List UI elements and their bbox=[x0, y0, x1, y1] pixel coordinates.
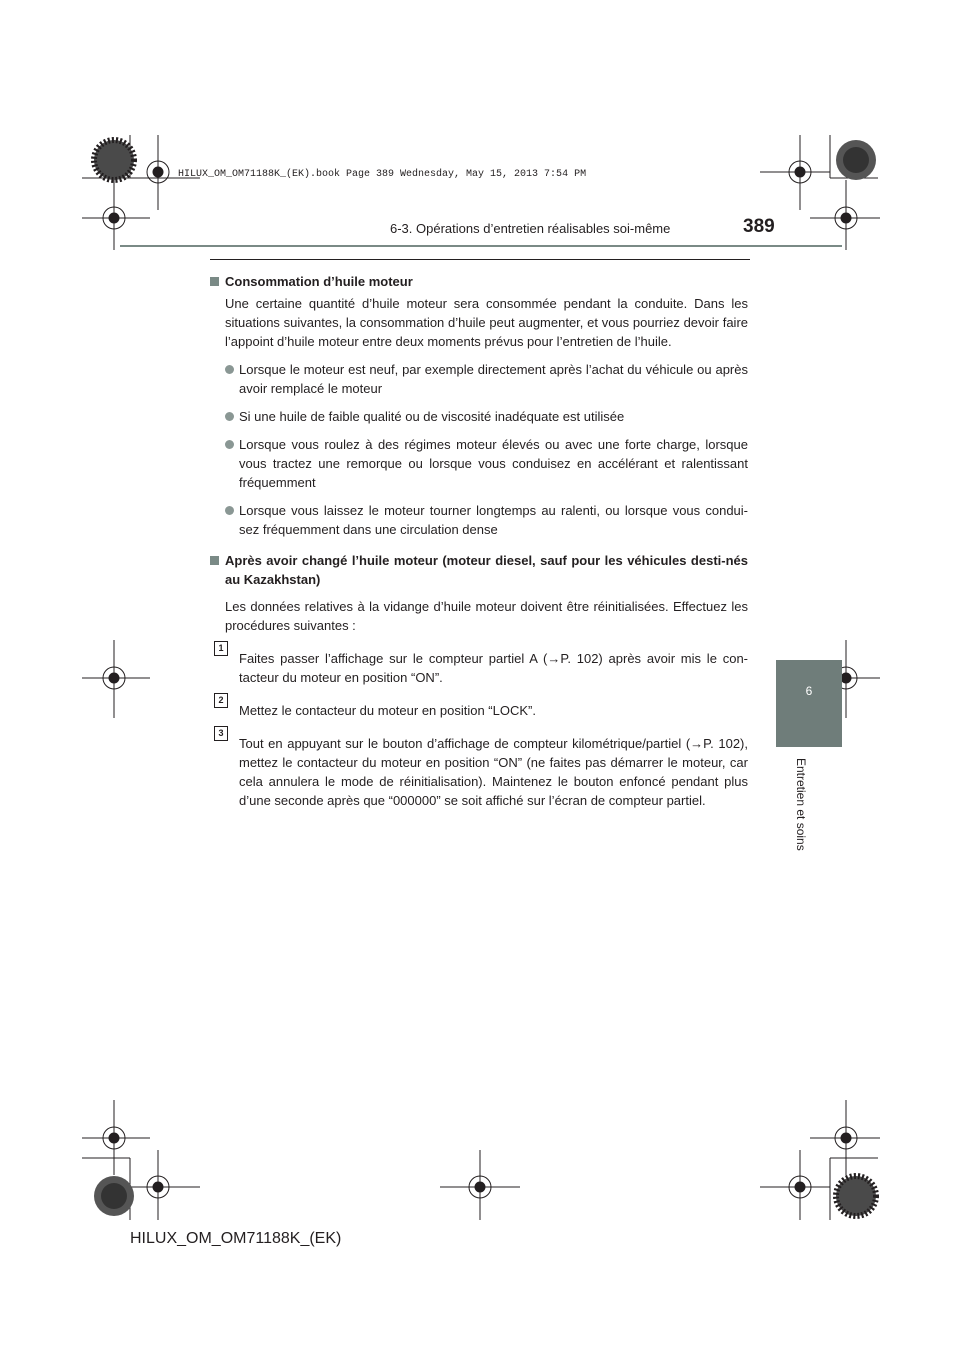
square-bullet-icon bbox=[210, 556, 219, 565]
section-heading bbox=[210, 272, 748, 291]
chapter-number: 6 bbox=[805, 684, 813, 698]
round-bullet-icon bbox=[225, 412, 234, 421]
square-bullet-icon bbox=[210, 277, 219, 286]
step-item bbox=[210, 695, 748, 720]
section-header: 6-3. Opérations d’entretien réalisables soi-même bbox=[390, 221, 671, 236]
list-item-text: Lorsque vous laissez le moteur tourner longtemps au ralenti, ou lorsque vous condui-sez fréquemment dans une circulation dense bbox=[239, 503, 748, 537]
list-item bbox=[210, 360, 748, 398]
chapter-side-tab bbox=[776, 660, 842, 747]
section-intro: Les données relatives à la vidange d’huile moteur doivent être réinitialisées. Effectuez les procédures suivantes : bbox=[225, 599, 748, 633]
step-text: Faites passer l’affichage sur le compteur partiel A (→P. 102) après avoir mis le con-tacteur du moteur en position “ON”. bbox=[239, 651, 748, 685]
section-heading-text: Consommation d’huile moteur bbox=[225, 274, 413, 289]
print-info-line: HILUX_OM_OM71188K_(EK).book Page 389 Wednesday, May 15, 2013 7:54 PM bbox=[178, 169, 587, 180]
round-bullet-icon bbox=[225, 365, 234, 374]
list-item-text: Lorsque vous roulez à des régimes moteur élevés ou avec une forte charge, lorsque vous tractez une remorque ou lorsque vous conduisez en accélérant et ralentissant fréquemment bbox=[239, 437, 748, 490]
list-item-text: Si une huile de faible qualité ou de viscosité inadéquate est utilisée bbox=[239, 409, 625, 424]
step-number: 2 bbox=[214, 693, 228, 708]
list-item bbox=[210, 407, 748, 426]
step-text: Mettez le contacteur du moteur en position “LOCK”. bbox=[239, 703, 536, 718]
step-item bbox=[210, 728, 748, 810]
round-bullet-icon bbox=[225, 440, 234, 449]
page-number: 389 bbox=[743, 216, 775, 237]
step-number: 3 bbox=[214, 726, 228, 741]
main-content bbox=[210, 268, 748, 810]
document-code: HILUX_OM_OM71188K_(EK) bbox=[130, 1230, 342, 1247]
body-rule bbox=[210, 259, 750, 260]
step-text: Tout en appuyant sur le bouton d’affichage de compteur kilométrique/partiel (→P. 102), mettez le contacteur du moteur en position “ON” (ne faites pas démarrer le moteur, car cela annulera le mode de réinitialisation). Maintenez le bouton enfoncé pendant plus d’une seconde après que “000000” se soit affiché sur l’écran de compteur partiel. bbox=[239, 736, 748, 808]
header-rule bbox=[120, 245, 842, 247]
list-item bbox=[210, 435, 748, 492]
section-heading-text: Après avoir changé l’huile moteur (moteur diesel, sauf pour les véhicules desti-nés au Kazakhstan) bbox=[225, 553, 748, 587]
step-item bbox=[210, 643, 748, 687]
round-bullet-icon bbox=[225, 506, 234, 515]
section-intro: Une certaine quantité d’huile moteur sera consommée pendant la conduite. Dans les situations suivantes, la consommation d’huile peut augmenter, et vous pourriez devoir faire l’appoint d’huile moteur entre deux moments prévus pour l’entretien de l’huile. bbox=[225, 296, 748, 349]
step-number: 1 bbox=[214, 641, 228, 656]
chapter-title: Entretien et soins bbox=[794, 758, 808, 851]
list-item-text: Lorsque le moteur est neuf, par exemple directement après l’achat du véhicule ou après avoir remplacé le moteur bbox=[239, 362, 748, 396]
list-item bbox=[210, 501, 748, 539]
section-heading bbox=[210, 551, 748, 589]
